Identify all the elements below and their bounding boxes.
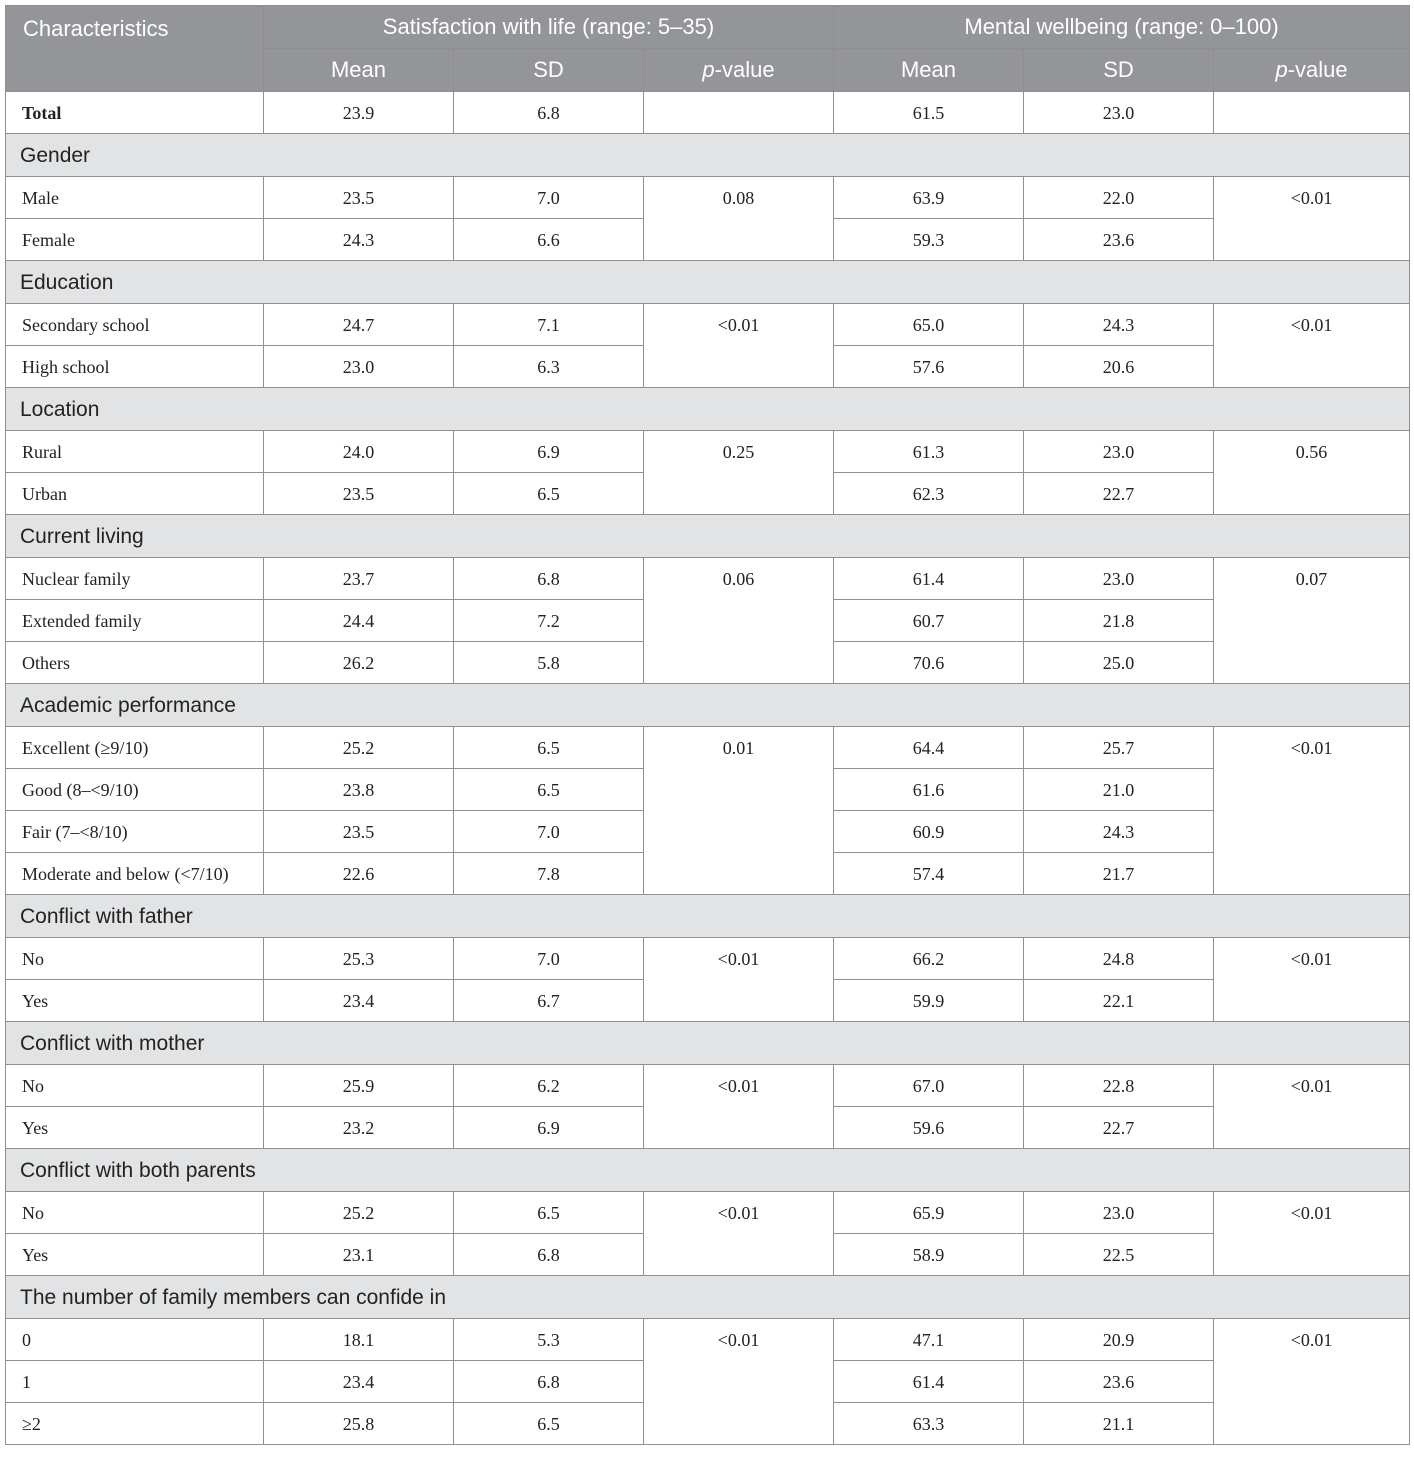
mw-mean-cell: 65.9: [834, 1192, 1024, 1234]
swl-mean-cell: 25.2: [264, 1192, 454, 1234]
mw-p-value-cell: <0.01: [1214, 177, 1410, 261]
row-label: ≥2: [6, 1403, 264, 1445]
mw-mean-cell: 63.9: [834, 177, 1024, 219]
swl-p-value-cell: 0.08: [644, 177, 834, 261]
mw-sd-cell: 21.0: [1024, 769, 1214, 811]
row-label: Rural: [6, 431, 264, 473]
category-row: [6, 1276, 1410, 1319]
swl-p-value-cell: <0.01: [644, 1192, 834, 1276]
row-label: Secondary school: [6, 304, 264, 346]
header-swl-mean: Mean: [264, 49, 454, 92]
swl-sd-cell: 7.2: [454, 600, 644, 642]
table-body: [6, 92, 1410, 1445]
swl-sd-cell: 6.2: [454, 1065, 644, 1107]
swl-sd-cell: 6.5: [454, 473, 644, 515]
swl-mean-cell: 24.0: [264, 431, 454, 473]
row-label: Yes: [6, 1107, 264, 1149]
total-swl-mean: 23.9: [264, 92, 454, 134]
row-label: Nuclear family: [6, 558, 264, 600]
category-row: [6, 134, 1410, 177]
mw-sd-cell: 22.1: [1024, 980, 1214, 1022]
table-header: [6, 6, 1410, 92]
swl-sd-cell: 7.0: [454, 811, 644, 853]
row-label: Fair (7–<8/10): [6, 811, 264, 853]
total-mw-p: [1214, 92, 1410, 134]
category-row: [6, 1149, 1410, 1192]
mw-p-value-cell: 0.56: [1214, 431, 1410, 515]
swl-mean-cell: 23.5: [264, 811, 454, 853]
mw-sd-cell: 23.0: [1024, 1192, 1214, 1234]
swl-mean-cell: 23.4: [264, 1361, 454, 1403]
mw-sd-cell: 22.0: [1024, 177, 1214, 219]
results-table: [5, 5, 1410, 1445]
row-label: Moderate and below (<7/10): [6, 853, 264, 895]
mw-sd-cell: 21.8: [1024, 600, 1214, 642]
header-mw-p-value: [1214, 49, 1410, 92]
swl-sd-cell: 6.8: [454, 558, 644, 600]
category-row: [6, 261, 1410, 304]
table-row: [6, 1319, 1410, 1361]
row-label: Urban: [6, 473, 264, 515]
mw-mean-cell: 64.4: [834, 727, 1024, 769]
category-row: [6, 1022, 1410, 1065]
swl-sd-cell: 7.0: [454, 938, 644, 980]
mw-mean-cell: 61.6: [834, 769, 1024, 811]
table-row: [6, 727, 1410, 769]
swl-sd-cell: 7.1: [454, 304, 644, 346]
mw-mean-cell: 57.4: [834, 853, 1024, 895]
swl-mean-cell: 25.9: [264, 1065, 454, 1107]
swl-sd-cell: 6.8: [454, 1361, 644, 1403]
header-swl-sd: SD: [454, 49, 644, 92]
swl-sd-cell: 5.3: [454, 1319, 644, 1361]
table-row: [6, 177, 1410, 219]
mw-p-value-cell: <0.01: [1214, 1065, 1410, 1149]
category-label: Conflict with father: [6, 895, 1410, 938]
row-label: 1: [6, 1361, 264, 1403]
total-swl-p: [644, 92, 834, 134]
swl-sd-cell: 6.7: [454, 980, 644, 1022]
mw-sd-cell: 22.8: [1024, 1065, 1214, 1107]
table-row: [6, 938, 1410, 980]
swl-sd-cell: 5.8: [454, 642, 644, 684]
row-label: Female: [6, 219, 264, 261]
mw-p-value-cell: <0.01: [1214, 1319, 1410, 1445]
swl-p-value-cell: 0.25: [644, 431, 834, 515]
swl-mean-cell: 23.0: [264, 346, 454, 388]
category-label: Location: [6, 388, 1410, 431]
category-label: Education: [6, 261, 1410, 304]
swl-mean-cell: 23.2: [264, 1107, 454, 1149]
mw-sd-cell: 25.0: [1024, 642, 1214, 684]
mw-mean-cell: 59.9: [834, 980, 1024, 1022]
row-label: Extended family: [6, 600, 264, 642]
swl-sd-cell: 6.9: [454, 431, 644, 473]
mw-mean-cell: 61.4: [834, 558, 1024, 600]
swl-mean-cell: 23.5: [264, 177, 454, 219]
mw-mean-cell: 47.1: [834, 1319, 1024, 1361]
category-label: Current living: [6, 515, 1410, 558]
mw-sd-cell: 24.3: [1024, 811, 1214, 853]
mw-sd-cell: 22.7: [1024, 1107, 1214, 1149]
swl-sd-cell: 6.8: [454, 1234, 644, 1276]
mw-sd-cell: 24.3: [1024, 304, 1214, 346]
total-row: [6, 92, 1410, 134]
swl-mean-cell: 24.4: [264, 600, 454, 642]
swl-mean-cell: 22.6: [264, 853, 454, 895]
category-row: [6, 895, 1410, 938]
row-label: No: [6, 938, 264, 980]
swl-mean-cell: 18.1: [264, 1319, 454, 1361]
category-row: [6, 515, 1410, 558]
row-label: Yes: [6, 1234, 264, 1276]
header-swl-p-value: [644, 49, 834, 92]
p-suffix: -value: [1287, 57, 1348, 82]
p-italic: p: [1275, 57, 1288, 82]
swl-sd-cell: 6.3: [454, 346, 644, 388]
row-label: No: [6, 1065, 264, 1107]
swl-mean-cell: 25.8: [264, 1403, 454, 1445]
mw-p-value-cell: 0.07: [1214, 558, 1410, 684]
category-label: The number of family members can confide in: [6, 1276, 1410, 1319]
mw-mean-cell: 60.9: [834, 811, 1024, 853]
mw-sd-cell: 23.6: [1024, 219, 1214, 261]
mw-mean-cell: 67.0: [834, 1065, 1024, 1107]
swl-sd-cell: 6.5: [454, 769, 644, 811]
category-row: [6, 388, 1410, 431]
mw-mean-cell: 62.3: [834, 473, 1024, 515]
mw-sd-cell: 23.0: [1024, 558, 1214, 600]
swl-sd-cell: 7.8: [454, 853, 644, 895]
total-mw-sd: 23.0: [1024, 92, 1214, 134]
mw-sd-cell: 22.5: [1024, 1234, 1214, 1276]
mw-sd-cell: 24.8: [1024, 938, 1214, 980]
total-mw-mean: 61.5: [834, 92, 1024, 134]
mw-p-value-cell: <0.01: [1214, 727, 1410, 895]
swl-mean-cell: 25.3: [264, 938, 454, 980]
table-row: [6, 1192, 1410, 1234]
header-mental-wellbeing: Mental wellbeing (range: 0–100): [834, 6, 1410, 49]
mw-sd-cell: 23.6: [1024, 1361, 1214, 1403]
category-label: Academic performance: [6, 684, 1410, 727]
mw-p-value-cell: <0.01: [1214, 304, 1410, 388]
total-swl-sd: 6.8: [454, 92, 644, 134]
swl-sd-cell: 6.5: [454, 1403, 644, 1445]
header-satisfaction-with-life: Satisfaction with life (range: 5–35): [264, 6, 834, 49]
mw-mean-cell: 70.6: [834, 642, 1024, 684]
mw-mean-cell: 60.7: [834, 600, 1024, 642]
header-characteristics: Characteristics: [6, 6, 264, 92]
mw-p-value-cell: <0.01: [1214, 938, 1410, 1022]
p-italic: p: [702, 57, 715, 82]
row-label: Others: [6, 642, 264, 684]
row-label: Male: [6, 177, 264, 219]
swl-mean-cell: 24.7: [264, 304, 454, 346]
total-label: Total: [6, 92, 264, 134]
mw-p-value-cell: <0.01: [1214, 1192, 1410, 1276]
row-label: 0: [6, 1319, 264, 1361]
swl-mean-cell: 24.3: [264, 219, 454, 261]
swl-mean-cell: 23.7: [264, 558, 454, 600]
header-mw-mean: Mean: [834, 49, 1024, 92]
mw-mean-cell: 61.3: [834, 431, 1024, 473]
mw-mean-cell: 61.4: [834, 1361, 1024, 1403]
row-label: High school: [6, 346, 264, 388]
swl-p-value-cell: <0.01: [644, 938, 834, 1022]
mw-sd-cell: 21.1: [1024, 1403, 1214, 1445]
swl-p-value-cell: 0.01: [644, 727, 834, 895]
swl-sd-cell: 6.5: [454, 727, 644, 769]
table-row: [6, 431, 1410, 473]
swl-sd-cell: 6.6: [454, 219, 644, 261]
mw-sd-cell: 20.9: [1024, 1319, 1214, 1361]
swl-mean-cell: 23.8: [264, 769, 454, 811]
mw-sd-cell: 21.7: [1024, 853, 1214, 895]
table-row: [6, 558, 1410, 600]
row-label: Good (8–<9/10): [6, 769, 264, 811]
category-label: Conflict with mother: [6, 1022, 1410, 1065]
category-row: [6, 684, 1410, 727]
row-label: No: [6, 1192, 264, 1234]
mw-mean-cell: 65.0: [834, 304, 1024, 346]
mw-mean-cell: 58.9: [834, 1234, 1024, 1276]
swl-sd-cell: 7.0: [454, 177, 644, 219]
swl-sd-cell: 6.5: [454, 1192, 644, 1234]
mw-sd-cell: 23.0: [1024, 431, 1214, 473]
header-mw-sd: SD: [1024, 49, 1214, 92]
category-label: Gender: [6, 134, 1410, 177]
mw-mean-cell: 59.6: [834, 1107, 1024, 1149]
p-suffix: -value: [714, 57, 775, 82]
table-row: [6, 304, 1410, 346]
mw-mean-cell: 59.3: [834, 219, 1024, 261]
swl-mean-cell: 26.2: [264, 642, 454, 684]
swl-p-value-cell: <0.01: [644, 1065, 834, 1149]
swl-mean-cell: 23.4: [264, 980, 454, 1022]
swl-p-value-cell: <0.01: [644, 1319, 834, 1445]
swl-mean-cell: 23.1: [264, 1234, 454, 1276]
swl-mean-cell: 25.2: [264, 727, 454, 769]
swl-p-value-cell: 0.06: [644, 558, 834, 684]
row-label: Excellent (≥9/10): [6, 727, 264, 769]
mw-mean-cell: 57.6: [834, 346, 1024, 388]
table-row: [6, 1065, 1410, 1107]
swl-mean-cell: 23.5: [264, 473, 454, 515]
mw-sd-cell: 25.7: [1024, 727, 1214, 769]
mw-sd-cell: 20.6: [1024, 346, 1214, 388]
mw-mean-cell: 63.3: [834, 1403, 1024, 1445]
swl-sd-cell: 6.9: [454, 1107, 644, 1149]
mw-mean-cell: 66.2: [834, 938, 1024, 980]
row-label: Yes: [6, 980, 264, 1022]
swl-p-value-cell: <0.01: [644, 304, 834, 388]
mw-sd-cell: 22.7: [1024, 473, 1214, 515]
category-label: Conflict with both parents: [6, 1149, 1410, 1192]
